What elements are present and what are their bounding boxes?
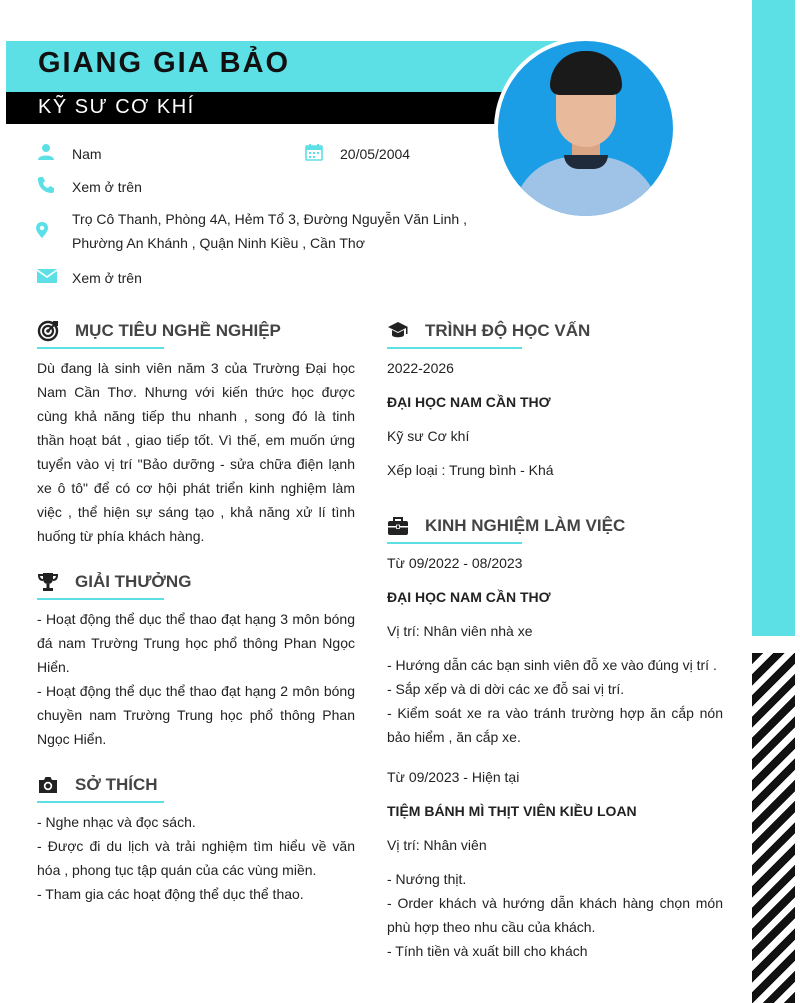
hobby-item-3: - Tham gia các hoạt động thể dục thể thao. — [37, 886, 304, 902]
award-item-1: - Hoạt động thể dục thể thao đạt hạng 3 môn bóng đá nam Trường Trung học phổ thông Phan Ngọc Hiển. — [37, 611, 355, 675]
job-2-company: TIỆM BÁNH MÌ THỊT VIÊN KIỀU LOAN — [387, 803, 637, 819]
awards-list — [37, 607, 355, 751]
education-underline — [387, 347, 522, 349]
objective-section-header — [37, 320, 357, 348]
job-2-position: Vị trí: Nhân viên — [387, 837, 487, 853]
address-line-2: Phường An Khánh , Quận Ninh Kiều , Cần Thơ — [72, 235, 365, 251]
hobby-item-2: - Được đi du lịch và trải nghiệm tìm hiểu về văn hóa , phong tục tập quán của các vùng miền. — [37, 838, 355, 878]
avatar — [494, 37, 677, 220]
email-icon — [37, 268, 57, 286]
address-line-1: Trọ Cô Thanh, Phòng 4A, Hẻm Tổ 3, Đường Nguyễn Văn Linh , — [72, 211, 467, 227]
education-heading: TRÌNH ĐỘ HỌC VẤN — [425, 321, 591, 340]
email-value: Xem ở trên — [72, 270, 142, 286]
job-1-duty-3: - Kiểm soát xe ra vào tránh trường hợp ăn cắp nón bảo hiểm , ăn cắp xe. — [387, 705, 723, 745]
job-2-duty-1: - Nướng thịt. — [387, 871, 467, 887]
phone-value: Xem ở trên — [72, 179, 142, 195]
experience-underline — [387, 542, 522, 544]
gender-value: Nam — [72, 146, 102, 162]
trophy-icon — [37, 571, 59, 593]
awards-heading: GIẢI THƯỞNG — [75, 572, 192, 591]
job-1-duties — [387, 653, 723, 749]
address-value — [72, 207, 467, 255]
job-1-company: ĐẠI HỌC NAM CẦN THƠ — [387, 589, 551, 605]
hobbies-underline — [37, 801, 164, 803]
target-icon — [37, 320, 59, 342]
awards-section-header — [37, 571, 357, 599]
graduation-cap-icon — [387, 320, 409, 342]
award-item-2: - Hoạt động thể dục thể thao đạt hạng 2 môn bóng chuyền nam Trường Trung học phổ thông Phan Ngọc Hiển. — [37, 683, 355, 747]
experience-section-header — [387, 515, 727, 543]
education-grade: Xếp loại : Trung bình - Khá — [387, 462, 554, 478]
awards-underline — [37, 598, 164, 600]
job-1-position: Vị trí: Nhân viên nhà xe — [387, 623, 533, 639]
location-icon — [33, 221, 51, 239]
job-1-duty-2: - Sắp xếp và di dời các xe đỗ sai vị trí. — [387, 681, 625, 697]
job-2-duty-2: - Order khách và hướng dẫn khách hàng chọn món phù hợp theo nhu cầu của khách. — [387, 895, 723, 935]
briefcase-icon — [387, 515, 409, 537]
job-2-duties — [387, 867, 723, 963]
job-2-period: Từ 09/2023 - Hiện tại — [387, 769, 520, 785]
profile-photo — [498, 41, 673, 216]
right-accent-bar — [752, 0, 795, 636]
right-stripe-pattern — [752, 653, 795, 1003]
hobby-item-1: - Nghe nhạc và đọc sách. — [37, 814, 196, 830]
job-1-period: Từ 09/2022 - 08/2023 — [387, 555, 523, 571]
objective-heading: MỤC TIÊU NGHỀ NGHIỆP — [75, 321, 281, 340]
job-1-duty-1: - Hướng dẫn các bạn sinh viên đỗ xe vào đúng vị trí . — [387, 657, 717, 673]
hobbies-section-header — [37, 774, 357, 802]
candidate-name: GIANG GIA BẢO — [38, 47, 291, 79]
objective-underline — [37, 347, 164, 349]
objective-text: Dù đang là sinh viên năm 3 của Trường Đại học Nam Cần Thơ. Nhưng với kiến thức học được cùng khả năng tiếp thu nhanh , song đó là tinh thần hoạt bát , giao tiếp tốt. Vì thế, em muốn ứng tuyển vào vị trí "Bảo dưỡng - sửa chữa điện lạnh xe ô tô" để có cơ hội phát triển kinh nghiệm làm việc , thể hiện sự sáng tạo , khả năng xử lí tình huống từ phía khách hàng. — [37, 360, 355, 544]
camera-icon — [37, 774, 59, 796]
experience-heading: KINH NGHIỆM LÀM VIỆC — [425, 516, 626, 535]
job-title: KỸ SƯ CƠ KHÍ — [38, 96, 195, 118]
birthdate-value: 20/05/2004 — [340, 146, 411, 162]
calendar-icon — [305, 143, 323, 161]
education-section-header — [387, 320, 727, 348]
job-2-duty-3: - Tính tiền và xuất bill cho khách — [387, 943, 588, 959]
user-icon — [37, 143, 55, 161]
hobbies-list — [37, 810, 355, 906]
hobbies-heading: SỞ THÍCH — [75, 775, 158, 794]
education-school: ĐẠI HỌC NAM CẦN THƠ — [387, 394, 551, 410]
education-major: Kỹ sư Cơ khí — [387, 428, 470, 444]
education-period: 2022-2026 — [387, 360, 454, 376]
phone-icon — [37, 176, 55, 194]
